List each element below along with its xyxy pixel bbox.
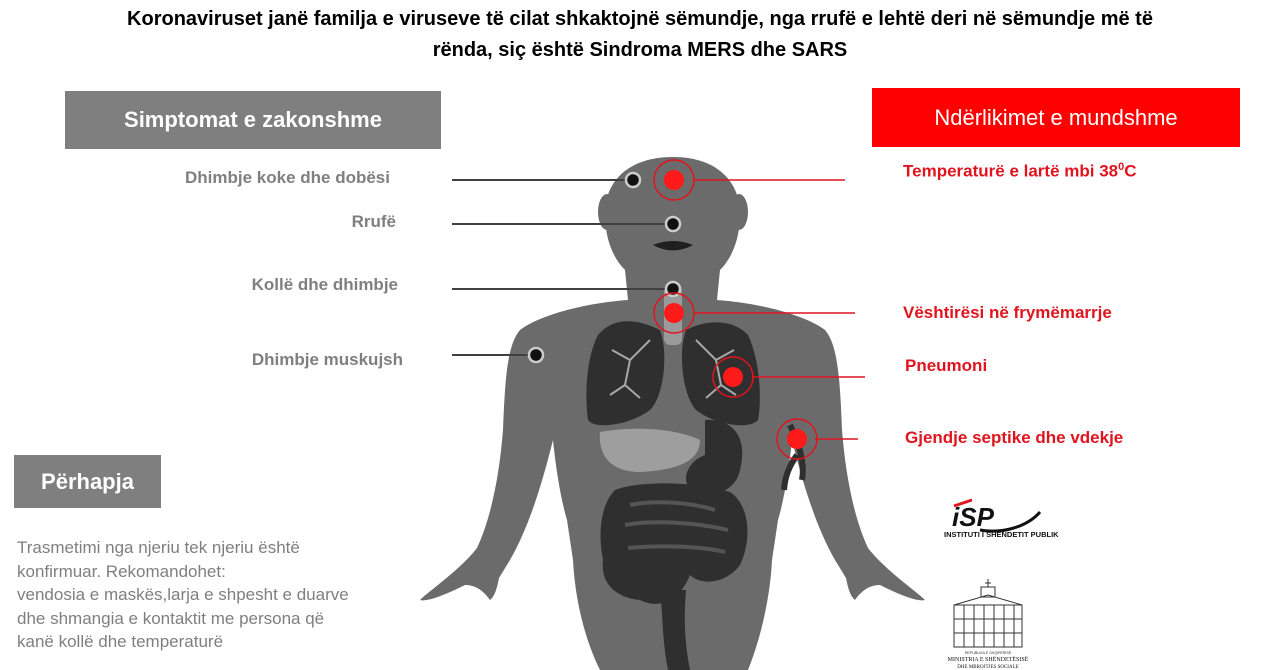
fever-unit: C — [1124, 161, 1137, 181]
title-line-1: Koronaviruset janë familja e viruseve të cilat shkaktojnë sëmundje, nga rrufë e lehtë deri në sëmundje më të — [127, 8, 1153, 30]
complication-fever — [903, 161, 1137, 182]
spread-line: dhe shmangia e kontaktit me persona që — [17, 608, 325, 628]
title-line-2: rënda, siç është Sindroma MERS dhe SARS — [432, 39, 848, 61]
complication-pneumonia: Pneumoni — [905, 356, 988, 375]
ministry-name-text-2: DHE MBROJTJES SOCIALE — [957, 665, 1019, 670]
fever-text: Temperaturë e lartë mbi 38 — [903, 161, 1119, 181]
spread-line: vendosia e maskës,larja e shpesht e duarve — [17, 585, 349, 604]
isp-name: INSTITUTI I SHËNDETIT PUBLIK — [944, 530, 1059, 539]
complication-sepsis: Gjendje septike dhe vdekje — [905, 428, 1124, 447]
complication-breathing: Vështirësi në frymëmarrje — [903, 303, 1112, 322]
symptom-headache: Dhimbje koke dhe dobësi — [185, 168, 390, 187]
ministry-small-text: REPUBLIKA E SHQIPËRISË — [964, 651, 1012, 655]
fever-superscript: 0 — [1118, 161, 1125, 173]
spread-line: konfirmuar. Rekomandohet: — [17, 561, 226, 581]
symptom-muscle-pain: Dhimbje muskujsh — [251, 350, 403, 369]
symptom-cough: Kollë dhe dhimbje — [251, 275, 398, 294]
symptom-cold: Rrufë — [351, 212, 396, 231]
spread-description — [17, 536, 417, 654]
spread-line: Trasmetimi nga njeriu tek njeriu është — [17, 538, 300, 557]
spread-line: kanë kollë dhe temperaturë — [17, 632, 224, 651]
spread-heading: Përhapja — [14, 455, 161, 508]
ministry-name-text: MINISTRIA E SHËNDETËSISË — [948, 657, 1028, 663]
complications-heading: Ndërlikimet e mundshme — [872, 88, 1240, 147]
common-symptoms-heading: Simptomat e zakonshme — [65, 91, 441, 149]
svg-text:iSP: iSP — [952, 502, 994, 532]
ministry-building-logo — [948, 575, 1028, 670]
